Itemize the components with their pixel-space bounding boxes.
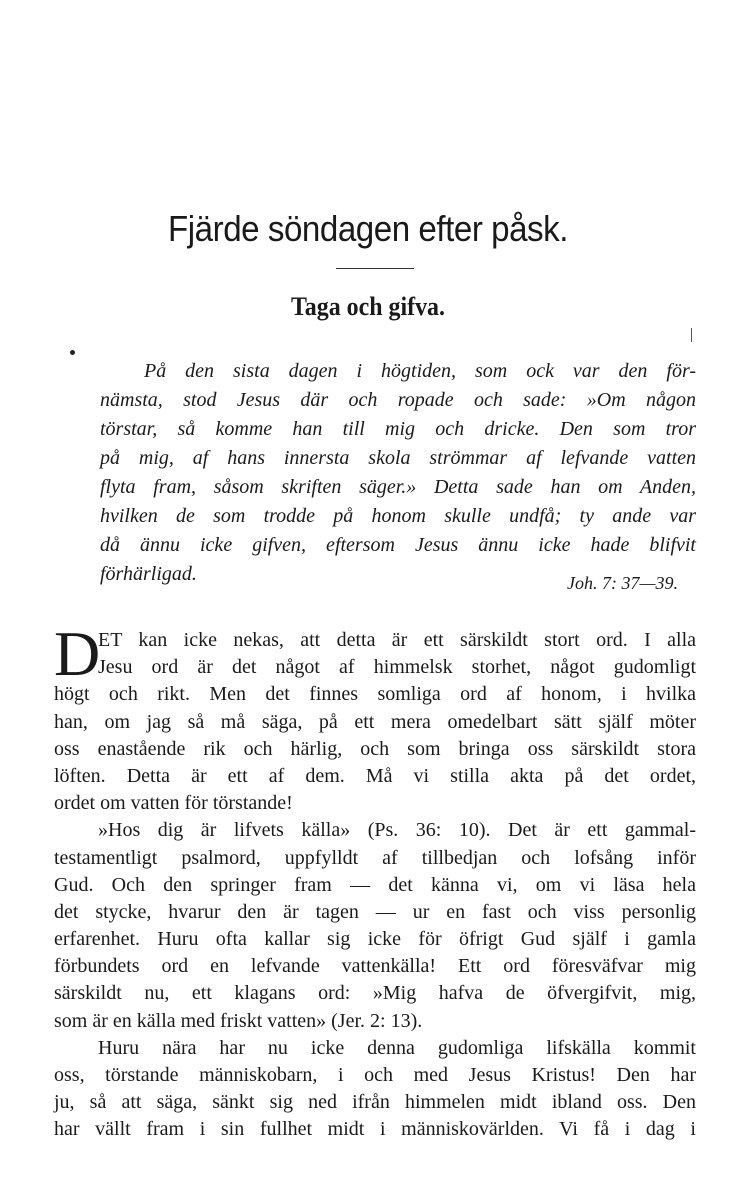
body-line: Gud. Och den springer fram — det känna vi, om vi läsa hela — [54, 873, 696, 896]
drop-cap: D — [54, 618, 101, 689]
body-line: det stycke, hvarur den är tagen — ur en fast och viss personlig — [54, 900, 696, 923]
body-line: erfarenhet. Huru ofta kallar sig icke för öfrigt Gud själf i gamla — [54, 928, 696, 951]
scripture-line: På den sista dagen i högtiden, som ock var den för- — [144, 360, 696, 382]
body-line: särskildt nu, ett klagans ord: »Mig hafva de öfvergifvit, mig, — [54, 982, 696, 1005]
scripture-reference: Joh. 7: 37—39. — [567, 573, 678, 593]
body-line: som är en källa med friskt vatten» (Jer. 2: 13). — [54, 1009, 423, 1032]
margin-dot — [70, 350, 75, 355]
body-line: testamentligt psalmord, uppfylldt af tillbedjan och lofsång inför — [54, 846, 696, 869]
scripture-line: hvilken de som trodde på honom skulle undfå; ty ande var — [100, 505, 696, 527]
scripture-line: då ännu icke gifven, eftersom Jesus ännu icke hade blifvit — [100, 534, 696, 556]
scripture-line: på mig, af hans innersta skola strömmar af lefvande vatten — [100, 447, 696, 469]
title-divider — [336, 268, 414, 269]
body-line: ordet om vatten för törstande! — [54, 792, 293, 815]
body-line: oss enastående rik och härlig, och som bringa oss särskildt stora — [54, 737, 696, 760]
body-line: »Hos dig är lifvets källa» (Ps. 36: 10). Det är ett gammal- — [98, 819, 696, 842]
body-line: Jesu ord är det något af himmelsk storhet, något gudomligt — [98, 656, 696, 679]
body-line: Huru nära har nu icke denna gudomliga lifskälla kommit — [98, 1036, 696, 1059]
chapter-subtitle: Taga och gifva. — [291, 292, 445, 321]
body-line: löften. Detta är ett af dem. Må vi stilla akta på det ordet, — [54, 764, 696, 787]
body-line: han, om jag så må säga, på ett mera omedelbart sätt själf möter — [54, 710, 696, 733]
scripture-line: förhärligad. — [100, 563, 197, 585]
body-text — [54, 618, 696, 1144]
body-line: ET kan icke nekas, att detta är ett särskildt stort ord. I alla — [98, 629, 696, 651]
body-line: har vällt fram i sin fullhet midt i människovärlden. Vi få i dag i — [54, 1118, 696, 1141]
margin-tick — [691, 328, 692, 342]
scripture-quote — [100, 357, 696, 589]
body-line: oss, törstande människobarn, i och med Jesus Kristus! Den har — [54, 1064, 696, 1086]
scripture-line: törstar, så komme han till mig och dricke. Den som tror — [100, 418, 696, 440]
scripture-line: nämsta, stod Jesus där och ropade och sade: »Om någon — [100, 389, 696, 411]
chapter-title: Fjärde söndagen efter påsk. — [168, 208, 568, 249]
scripture-line: flyta fram, såsom skriften säger.» Detta sade han om Anden, — [100, 476, 696, 498]
body-line: högt och rikt. Men det finnes somliga ord af honom, i hvilka — [54, 683, 696, 706]
body-line: förbundets ord en lefvande vattenkälla! Ett ord föresväfvar mig — [54, 955, 696, 978]
body-line: ju, så att säga, sänkt sig ned ifrån himmelen midt ibland oss. Den — [54, 1091, 696, 1114]
